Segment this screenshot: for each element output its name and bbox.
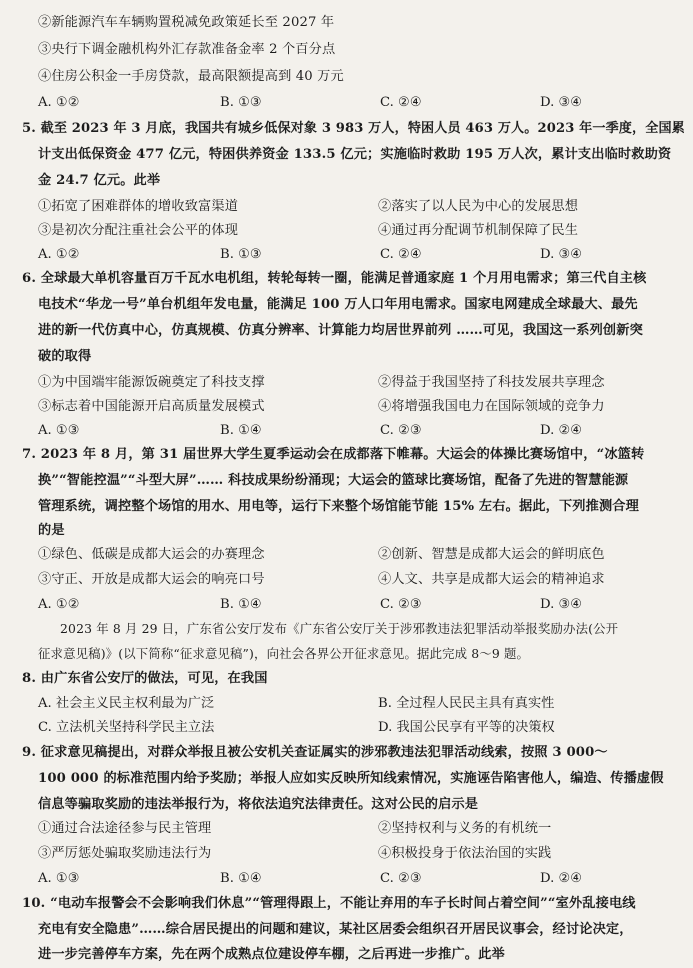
- q4-choice-a[interactable]: A. ①②: [38, 95, 80, 110]
- q5-statement-3: ③是初次分配注重社会公平的体现: [38, 223, 239, 238]
- q7-statement-1: ①绿色、低碳是成都大运会的办赛理念: [38, 547, 265, 562]
- q4-statement-2: ②新能源汽车车辆购置税减免政策延长至 2027 年: [38, 15, 335, 30]
- q6-choice-c[interactable]: C. ②③: [380, 423, 422, 438]
- material-intro-line2: 征求意见稿)》(以下简称“征求意见稿”)，向社会各界公开征求意见。据此完成 8～9 题。: [38, 646, 530, 661]
- q5-stem-line3: 金 24.7 亿元。此举: [38, 173, 161, 188]
- q5-choice-b[interactable]: B. ①③: [220, 247, 262, 262]
- q9-statement-4: ④积极投身于依法治国的实践: [378, 846, 552, 861]
- q5-stem-line2: 计支出低保资金 477 亿元，特困供养资金 133.5 亿元；实施临时救助 195 万人次，累计支出临时救助资: [38, 147, 672, 162]
- q7-stem-line4: 的是: [38, 523, 65, 538]
- q6-statement-4: ④将增强我国电力在国际领域的竞争力: [378, 399, 605, 414]
- q5-statement-2: ②落实了以人民为中心的发展思想: [378, 199, 579, 214]
- q4-statement-4: ④住房公积金一手房贷款，最高限额提高到 40 万元: [38, 69, 344, 84]
- q9-choice-d[interactable]: D. ②④: [540, 871, 583, 886]
- q6-stem-line4: 破的取得: [38, 349, 92, 364]
- q10-stem-line2: 充电有安全隐患”……综合居民提出的问题和建议，某社区居委会组织召开居民议事会，经讨论决定，: [38, 922, 633, 937]
- q6-stem-line3: 进的新一代仿真中心，仿真规模、仿真分辨率、计算能力均居世界前列 ……可见，我国这一系列创新突: [38, 323, 643, 338]
- q8-choice-b[interactable]: B. 全过程人民民主具有真实性: [378, 696, 555, 711]
- q5-statement-4: ④通过再分配调节机制保障了民生: [378, 223, 579, 238]
- q4-choice-d[interactable]: D. ③④: [540, 95, 583, 110]
- q5-stem-line1: 5. 截至 2023 年 3 月底，我国共有城乡低保对象 3 983 万人，特困人员 463 万人。2023 年一季度，全国累: [22, 121, 685, 136]
- q6-choice-d[interactable]: D. ②④: [540, 423, 583, 438]
- q9-stem-line2: 100 000 的标准范围内给予奖励；举报人应如实反映所知线索情况，实施诬告陷害他人，编造、传播虚假: [38, 771, 664, 786]
- q9-stem-line1: 9. 征求意见稿提出，对群众举报且被公安机关查证属实的涉邪教违法犯罪活动线索，按照 3 000～: [22, 745, 608, 760]
- q6-choice-a[interactable]: A. ①③: [38, 423, 80, 438]
- q4-choice-b[interactable]: B. ①③: [220, 95, 262, 110]
- q7-choice-d[interactable]: D. ③④: [540, 597, 583, 612]
- q6-statement-2: ②得益于我国坚持了科技发展共享理念: [378, 375, 605, 390]
- q7-choice-b[interactable]: B. ①④: [220, 597, 262, 612]
- q9-choice-b[interactable]: B. ①④: [220, 871, 262, 886]
- material-intro-line1: 2023 年 8 月 29 日，广东省公安厅发布《广东省公安厅关于涉邪教违法犯罪活动举报奖励办法(公开: [60, 621, 619, 636]
- q8-choice-a[interactable]: A. 社会主义民主权利最为广泛: [38, 696, 215, 711]
- q9-stem-line3: 信息等骗取奖励的违法举报行为，将依法追究法律责任。这对公民的启示是: [38, 797, 479, 812]
- q6-choice-b[interactable]: B. ①④: [220, 423, 262, 438]
- q5-choice-d[interactable]: D. ③④: [540, 247, 583, 262]
- q9-choice-a[interactable]: A. ①③: [38, 871, 80, 886]
- q7-statement-2: ②创新、智慧是成都大运会的鲜明底色: [378, 547, 605, 562]
- q4-choice-c[interactable]: C. ②④: [380, 95, 422, 110]
- q9-statement-2: ②坚持权利与义务的有机统一: [378, 821, 552, 836]
- q7-stem-line1: 7. 2023 年 8 月，第 31 届世界大学生夏季运动会在成都落下帷幕。大运会的体操比赛场馆中，“冰篮转: [22, 447, 645, 462]
- q7-statement-4: ④人文、共享是成都大运会的精神追求: [378, 572, 605, 587]
- q5-choice-a[interactable]: A. ①②: [38, 247, 80, 262]
- q10-stem-line3: 进一步完善停车方案，先在两个成熟点位建设停车棚，之后再进一步推广。此举: [38, 947, 505, 962]
- q9-statement-3: ③严厉惩处骗取奖励违法行为: [38, 846, 212, 861]
- q5-choice-c[interactable]: C. ②④: [380, 247, 422, 262]
- q6-stem-line2: 电技术“华龙一号”单台机组年发电量，能满足 100 万人口年用电需求。国家电网建成全球最大、最先: [38, 297, 638, 312]
- q9-statement-1: ①通过合法途径参与民主管理: [38, 821, 212, 836]
- q5-statement-1: ①拓宽了困难群体的增收致富渠道: [38, 199, 239, 214]
- q8-choice-d[interactable]: D. 我国公民享有平等的决策权: [378, 720, 555, 735]
- q7-statement-3: ③守正、开放是成都大运会的响亮口号: [38, 572, 265, 587]
- q9-choice-c[interactable]: C. ②③: [380, 871, 422, 886]
- q10-stem-line1: 10. “电动车报警会不会影响我们休息”“管理得跟上，不能让弃用的车子长时间占着空间”“室外乱接电线: [22, 896, 636, 911]
- q7-choice-c[interactable]: C. ②③: [380, 597, 422, 612]
- q7-choice-a[interactable]: A. ①②: [38, 597, 80, 612]
- q8-stem: 8. 由广东省公安厅的做法，可见，在我国: [22, 671, 268, 686]
- q4-statement-3: ③央行下调金融机构外汇存款准备金率 2 个百分点: [38, 42, 336, 57]
- q6-statement-3: ③标志着中国能源开启高质量发展模式: [38, 399, 265, 414]
- q6-statement-1: ①为中国端牢能源饭碗奠定了科技支撑: [38, 375, 265, 390]
- q8-choice-c[interactable]: C. 立法机关坚持科学民主立法: [38, 720, 215, 735]
- q7-stem-line3: 管理系统，调控整个场馆的用水、用电等，运行下来整个场馆能节能 15% 左右。据此，下列推测合理: [38, 499, 639, 514]
- q6-stem-line1: 6. 全球最大单机容量百万千瓦水电机组，转轮每转一圈，能满足普通家庭 1 个月用电需求；第三代自主核: [22, 271, 647, 286]
- q7-stem-line2: 换”“智能控温”“斗型大屏”…… 科技成果纷纷涌现；大运会的篮球比赛场馆，配备了先进的智慧能源: [38, 473, 629, 488]
